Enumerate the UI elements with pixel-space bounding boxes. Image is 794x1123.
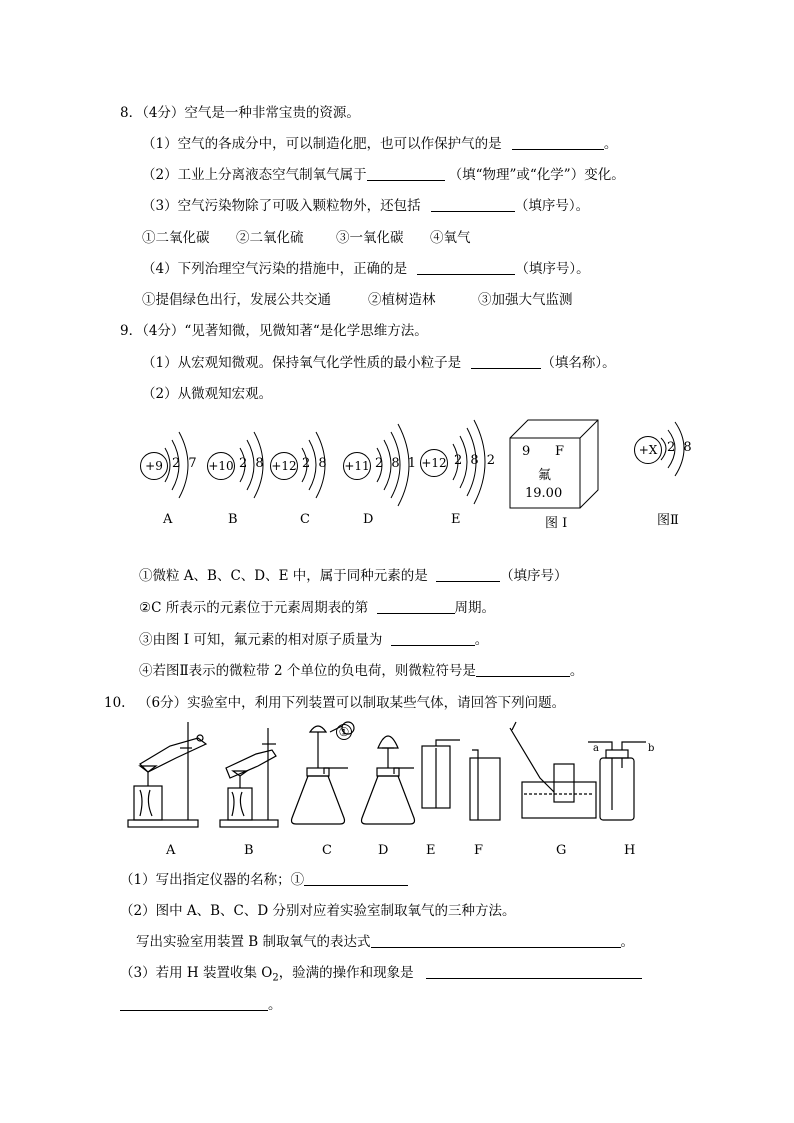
- element-symbol: F: [555, 444, 565, 459]
- q8-part3-blank[interactable]: [431, 197, 515, 212]
- q10-title: （6分）实验室中，利用下列装置可以制取某些气体，请回答下列问题。: [138, 695, 566, 711]
- q10-part3-blank[interactable]: [426, 964, 642, 979]
- q9-part1-hint: （填名称）。: [541, 355, 616, 371]
- q8-part1-text: （1）空气的各成分中，可以制造化肥，也可以作保护气的是: [142, 136, 502, 152]
- atom-b-label: B: [228, 512, 238, 527]
- q10-part1-blank[interactable]: [304, 871, 408, 886]
- apparatus-label-f: F: [474, 843, 484, 858]
- q10-part2b-text: 写出实验室用装置 B 制取氧气的表达式: [136, 934, 371, 950]
- q9-sub2-hint: 周期。: [454, 600, 496, 616]
- figure-1-label: 图 I: [545, 516, 568, 531]
- element-atomic-number: 9: [522, 444, 531, 459]
- q8-option: ②植树造林: [368, 292, 436, 308]
- atom-e-label: E: [451, 512, 461, 527]
- instrument-marker: ①: [336, 724, 352, 740]
- q9-part1-blank[interactable]: [471, 354, 541, 369]
- apparatus-label-e: E: [426, 843, 436, 858]
- apparatus-a: [128, 722, 206, 827]
- element-mass: 19.00: [525, 486, 563, 501]
- atom-d-label: D: [363, 512, 374, 527]
- apparatus-d: [362, 736, 415, 824]
- apparatus-e: [422, 740, 460, 808]
- q8-option: ③加强大气监测: [478, 292, 573, 308]
- q8-options3: [142, 229, 471, 247]
- q8-part2-hint: （填“物理”或“化学”）变化。: [448, 167, 625, 183]
- q8-part2-blank[interactable]: [367, 166, 445, 181]
- q8-part2-text: （2）工业上分离液态空气制氧气属于: [142, 167, 367, 183]
- q8-options4: [142, 291, 573, 309]
- q10-part3-blank2[interactable]: [120, 996, 268, 1011]
- q9-sub2: [139, 599, 495, 617]
- atom-c-shells: 2 8: [302, 456, 329, 471]
- q8-part4-text: （4）下列治理空气污染的措施中，正确的是: [142, 261, 408, 277]
- q9-sub2-blank[interactable]: [377, 599, 455, 614]
- atom-c-nucleus: +12: [270, 452, 298, 480]
- q9-title: 9．（4分）“见著知微，见微知著“是化学思维方法。: [120, 323, 428, 339]
- q10-part2b-blank[interactable]: [371, 933, 621, 948]
- atom-a-label: A: [163, 512, 173, 527]
- q8-option: ④氧气: [430, 230, 471, 246]
- apparatus-b: [220, 728, 278, 827]
- h-port-b: b: [648, 743, 655, 754]
- q9-sub2-text: ②C 所表示的元素位于元素周期表的第: [139, 600, 369, 616]
- q10-part1: [120, 871, 408, 889]
- q8-title: 8．（4分）空气是一种非常宝贵的资源。: [120, 105, 360, 121]
- apparatus-diagram: [120, 718, 680, 838]
- atom-e-nucleus: +12: [420, 449, 448, 477]
- atom-b-shells: 2 8: [239, 456, 266, 471]
- q9-sub3-end: 。: [474, 632, 489, 648]
- apparatus-g: [510, 722, 596, 818]
- q8-part3-hint: （填序号）。: [514, 198, 590, 214]
- atom-d-shells: 2 8 1: [375, 456, 419, 471]
- q8-option: ①提倡绿色出行，发展公共交通: [142, 292, 331, 308]
- apparatus-f: [470, 750, 500, 820]
- q10-part2b: [136, 933, 634, 951]
- q8-part2: [142, 166, 625, 184]
- q9-sub1-hint: （填序号）: [500, 568, 568, 584]
- q8-part3: [142, 197, 589, 215]
- element-name: 氟: [538, 468, 552, 483]
- q9-sub1-blank[interactable]: [436, 567, 500, 582]
- q8-option: ②二氧化硫: [236, 230, 304, 246]
- q9-sub4: [139, 662, 583, 680]
- q10-part3-text: （3）若用 H 装置收集 O: [120, 965, 273, 981]
- q9-part2: （2）从微观知宏观。: [142, 386, 273, 402]
- apparatus-label-h: H: [624, 843, 636, 858]
- apparatus-label-a: A: [166, 843, 176, 858]
- apparatus-label-b: B: [244, 843, 254, 858]
- q9-sub3-blank[interactable]: [391, 631, 475, 646]
- q9-sub3-text: ③由图 I 可知，氟元素的相对原子质量为: [139, 632, 383, 648]
- q8-option: ①二氧化碳: [142, 230, 210, 246]
- q10-part3: [120, 964, 642, 988]
- fig2-shells: 2 8: [667, 440, 694, 455]
- q8-part4-blank[interactable]: [417, 260, 515, 275]
- q10-part2b-end: 。: [620, 934, 635, 950]
- atom-a-shells: 2 7: [172, 456, 199, 471]
- atom-b-nucleus: +10: [207, 452, 235, 480]
- element-card-edge: [580, 420, 598, 438]
- q9-sub3: [139, 631, 488, 649]
- q8-part1: [142, 135, 617, 153]
- q10-part3-text2: ，验满的操作和现象是: [278, 965, 414, 981]
- q9-sub4-end: 。: [569, 663, 584, 679]
- q9-sub1: [139, 567, 568, 585]
- q8-part1-blank[interactable]: [512, 135, 604, 150]
- apparatus-label-g: G: [556, 843, 567, 858]
- q9-sub4-blank[interactable]: [476, 662, 570, 677]
- q10-part3-cont: [120, 996, 282, 1014]
- fig2-nucleus: +X: [634, 436, 662, 464]
- q10-part3-subscript: 2: [272, 972, 279, 984]
- q9-sub4-text: ④若图Ⅱ表示的微粒带 2 个单位的负电荷，则微粒符号是: [139, 663, 476, 679]
- q9-sub1-text: ①微粒 A、B、C、D、E 中，属于同种元素的是: [139, 568, 428, 584]
- figure-2-label: 图Ⅱ: [657, 513, 679, 528]
- q9-part1-text: （1）从宏观知微观。保持氧气化学性质的最小粒子是: [142, 355, 462, 371]
- q8-part4-hint: （填序号）。: [515, 261, 590, 277]
- q8-part1-end: 。: [603, 136, 618, 152]
- q8-part4: [142, 260, 590, 278]
- q10-part3-end: 。: [268, 997, 282, 1013]
- q8-part3-text: （3）空气污染物除了可吸入颗粒物外，还包括: [142, 198, 421, 214]
- h-port-a: a: [593, 743, 599, 754]
- q8-option: ③一氧化碳: [336, 230, 404, 246]
- q10-part2: （2）图中 A、B、C、D 分别对应着实验室制取氧气的三种方法。: [120, 903, 516, 919]
- atom-e-shells: 2 8 2: [454, 453, 498, 468]
- apparatus-label-c: C: [322, 843, 332, 858]
- q10-number: 10.: [104, 695, 126, 711]
- atom-d-nucleus: +11: [343, 452, 371, 480]
- apparatus-label-d: D: [378, 843, 389, 858]
- q10-part1-text: （1）写出指定仪器的名称；①: [120, 872, 305, 888]
- q9-part1: [142, 354, 616, 372]
- atom-a-nucleus: +9: [140, 452, 168, 480]
- atom-c-label: C: [300, 512, 310, 527]
